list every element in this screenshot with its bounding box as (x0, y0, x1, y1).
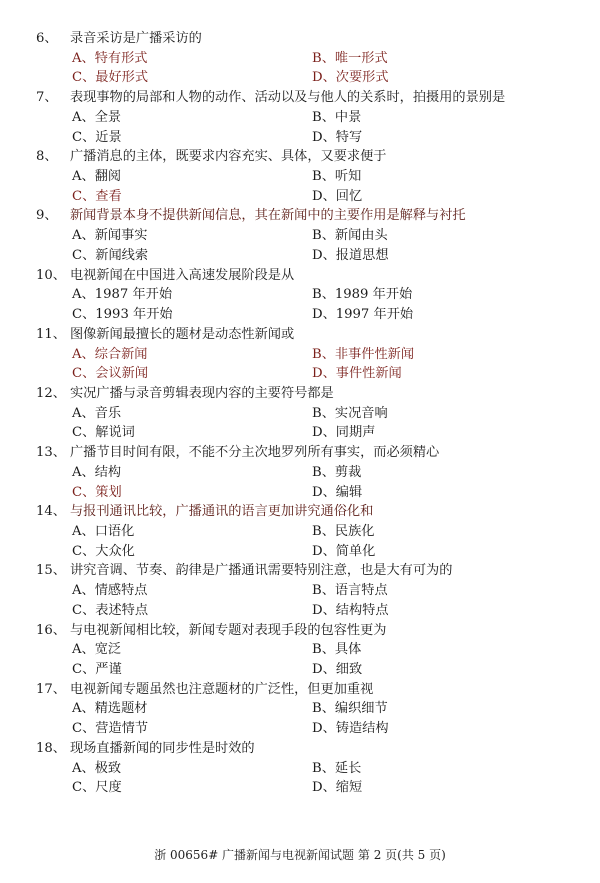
options-row (36, 285, 576, 305)
question-text: 图像新闻最擅长的题材是动态性新闻或 (70, 326, 295, 342)
question-text: 表现事物的局部和人物的动作、活动以及与他人的关系时，拍摄用的景别是 (70, 90, 506, 106)
option-d: D、细致 (312, 662, 363, 677)
question-8 (36, 147, 576, 167)
options-row (36, 49, 576, 69)
option-b: B、民族化 (312, 523, 375, 539)
option-d: D、铸造结构 (312, 721, 389, 737)
page-footer: 浙 00656# 广播新闻与电视新闻试题 第 2 页(共 5 页) (154, 848, 446, 862)
question-6 (36, 29, 576, 49)
option-b: B、听知 (312, 169, 362, 185)
option-c: C、最好形式 (72, 70, 149, 86)
option-a: A、全景 (72, 109, 122, 125)
question-text: 广播节目时间有限，不能不分主次地罗列所有事实，而必须精心 (70, 445, 440, 461)
question-number: 6、 (36, 31, 58, 46)
option-a: A、新闻事实 (72, 228, 148, 244)
option-b: B、延长 (312, 760, 362, 776)
option-c: C、1993 年开始 (72, 307, 173, 323)
option-d: D、报道思想 (312, 247, 389, 263)
option-b: B、中景 (312, 109, 362, 125)
options-row (36, 719, 576, 739)
question-number: 9、 (36, 208, 58, 224)
options-row (36, 522, 576, 542)
option-a: A、综合新闻 (72, 346, 148, 362)
option-b: B、具体 (312, 642, 362, 658)
question-text: 电视新闻在中国进入高速发展阶段是从 (70, 267, 295, 283)
options-row (36, 404, 576, 424)
question-number: 15、 (36, 563, 66, 579)
option-a: A、极致 (72, 760, 122, 776)
options-row (36, 305, 576, 325)
option-c: C、查看 (72, 188, 122, 204)
options-row (36, 601, 576, 621)
question-13 (36, 443, 576, 463)
option-d: D、1997 年开始 (312, 307, 414, 323)
option-a: A、口语化 (72, 523, 135, 539)
options-row (36, 778, 576, 798)
question-text: 讲究音调、节奏、韵律是广播通讯需要特别注意，也是大有可为的 (70, 563, 453, 579)
option-a: A、情感特点 (72, 583, 148, 599)
question-number: 8、 (36, 149, 58, 165)
question-17 (36, 680, 576, 700)
question-number: 17、 (36, 681, 66, 697)
option-c: C、营造情节 (72, 721, 149, 737)
option-c: C、策划 (72, 484, 122, 500)
option-d: D、特写 (312, 129, 363, 145)
option-b: B、唯一形式 (312, 50, 388, 66)
option-b: B、编织细节 (312, 701, 388, 717)
options-row (36, 68, 576, 88)
option-c: C、新闻线索 (72, 247, 149, 263)
option-a: A、精选题材 (72, 701, 148, 717)
option-d: D、结构特点 (312, 602, 389, 618)
option-d: D、回忆 (312, 188, 363, 204)
options-row (36, 128, 576, 148)
options-row (36, 759, 576, 779)
question-18 (36, 739, 576, 759)
option-b: B、实况音响 (312, 405, 388, 421)
question-16 (36, 621, 576, 641)
option-d: D、缩短 (312, 780, 363, 796)
question-number: 11、 (36, 326, 66, 342)
question-text: 与报刊通讯比较，广播通讯的语言更加讲究通俗化和 (70, 504, 374, 520)
question-list (36, 29, 576, 798)
question-number: 14、 (36, 504, 66, 520)
question-text: 录音采访是广播采访的 (70, 31, 202, 46)
option-a: A、1987 年开始 (72, 287, 173, 303)
option-b: B、剪裁 (312, 464, 362, 480)
question-number: 7、 (36, 90, 58, 106)
question-15 (36, 561, 576, 581)
question-12 (36, 384, 576, 404)
option-b: B、语言特点 (312, 583, 388, 599)
question-10 (36, 266, 576, 286)
option-a: A、翻阅 (72, 169, 122, 185)
option-c: C、大众化 (72, 543, 135, 559)
question-7 (36, 88, 576, 108)
options-row (36, 483, 576, 503)
question-9 (36, 206, 576, 226)
question-text: 广播消息的主体，既要求内容充实、具体，又要求便于 (70, 149, 387, 165)
options-row (36, 581, 576, 601)
question-number: 12、 (36, 385, 66, 401)
options-row (36, 167, 576, 187)
question-text: 现场直播新闻的同步性是时效的 (70, 740, 255, 756)
option-b: B、1989 年开始 (312, 287, 413, 303)
options-row (36, 542, 576, 562)
option-a: A、特有形式 (72, 50, 148, 66)
question-text: 与电视新闻相比较，新闻专题对表现手段的包容性更为 (70, 622, 387, 638)
option-a: A、音乐 (72, 405, 122, 421)
options-row (36, 463, 576, 483)
option-b: B、新闻由头 (312, 228, 388, 244)
option-c: C、严谨 (72, 662, 122, 677)
option-a: A、宽泛 (72, 642, 122, 658)
option-b: B、非事件性新闻 (312, 346, 415, 362)
options-row (36, 345, 576, 365)
question-text: 电视新闻专题虽然也注意题材的广泛性，但更加重视 (70, 681, 374, 697)
question-text: 新闻背景本身不提供新闻信息，其在新闻中的主要作用是解释与衬托 (70, 208, 466, 224)
options-row (36, 246, 576, 266)
options-row (36, 108, 576, 128)
option-c: C、解说词 (72, 425, 135, 441)
option-d: D、事件性新闻 (312, 366, 402, 382)
option-d: D、简单化 (312, 543, 376, 559)
options-row (36, 699, 576, 719)
question-11 (36, 325, 576, 345)
question-text: 实况广播与录音剪辑表现内容的主要符号都是 (70, 385, 334, 401)
options-row (36, 423, 576, 443)
option-a: A、结构 (72, 464, 122, 480)
question-14 (36, 502, 576, 522)
question-number: 18、 (36, 740, 66, 756)
options-row (36, 640, 576, 660)
option-c: C、尺度 (72, 780, 122, 796)
question-number: 10、 (36, 267, 66, 283)
options-row (36, 660, 576, 680)
option-d: D、同期声 (312, 425, 376, 441)
option-d: D、次要形式 (312, 70, 389, 86)
option-d: D、编辑 (312, 484, 363, 500)
question-number: 13、 (36, 445, 66, 461)
options-row (36, 364, 576, 384)
option-c: C、近景 (72, 129, 122, 145)
options-row (36, 187, 576, 207)
options-row (36, 226, 576, 246)
option-c: C、会议新闻 (72, 366, 149, 382)
option-c: C、表述特点 (72, 602, 149, 618)
question-number: 16、 (36, 622, 66, 638)
